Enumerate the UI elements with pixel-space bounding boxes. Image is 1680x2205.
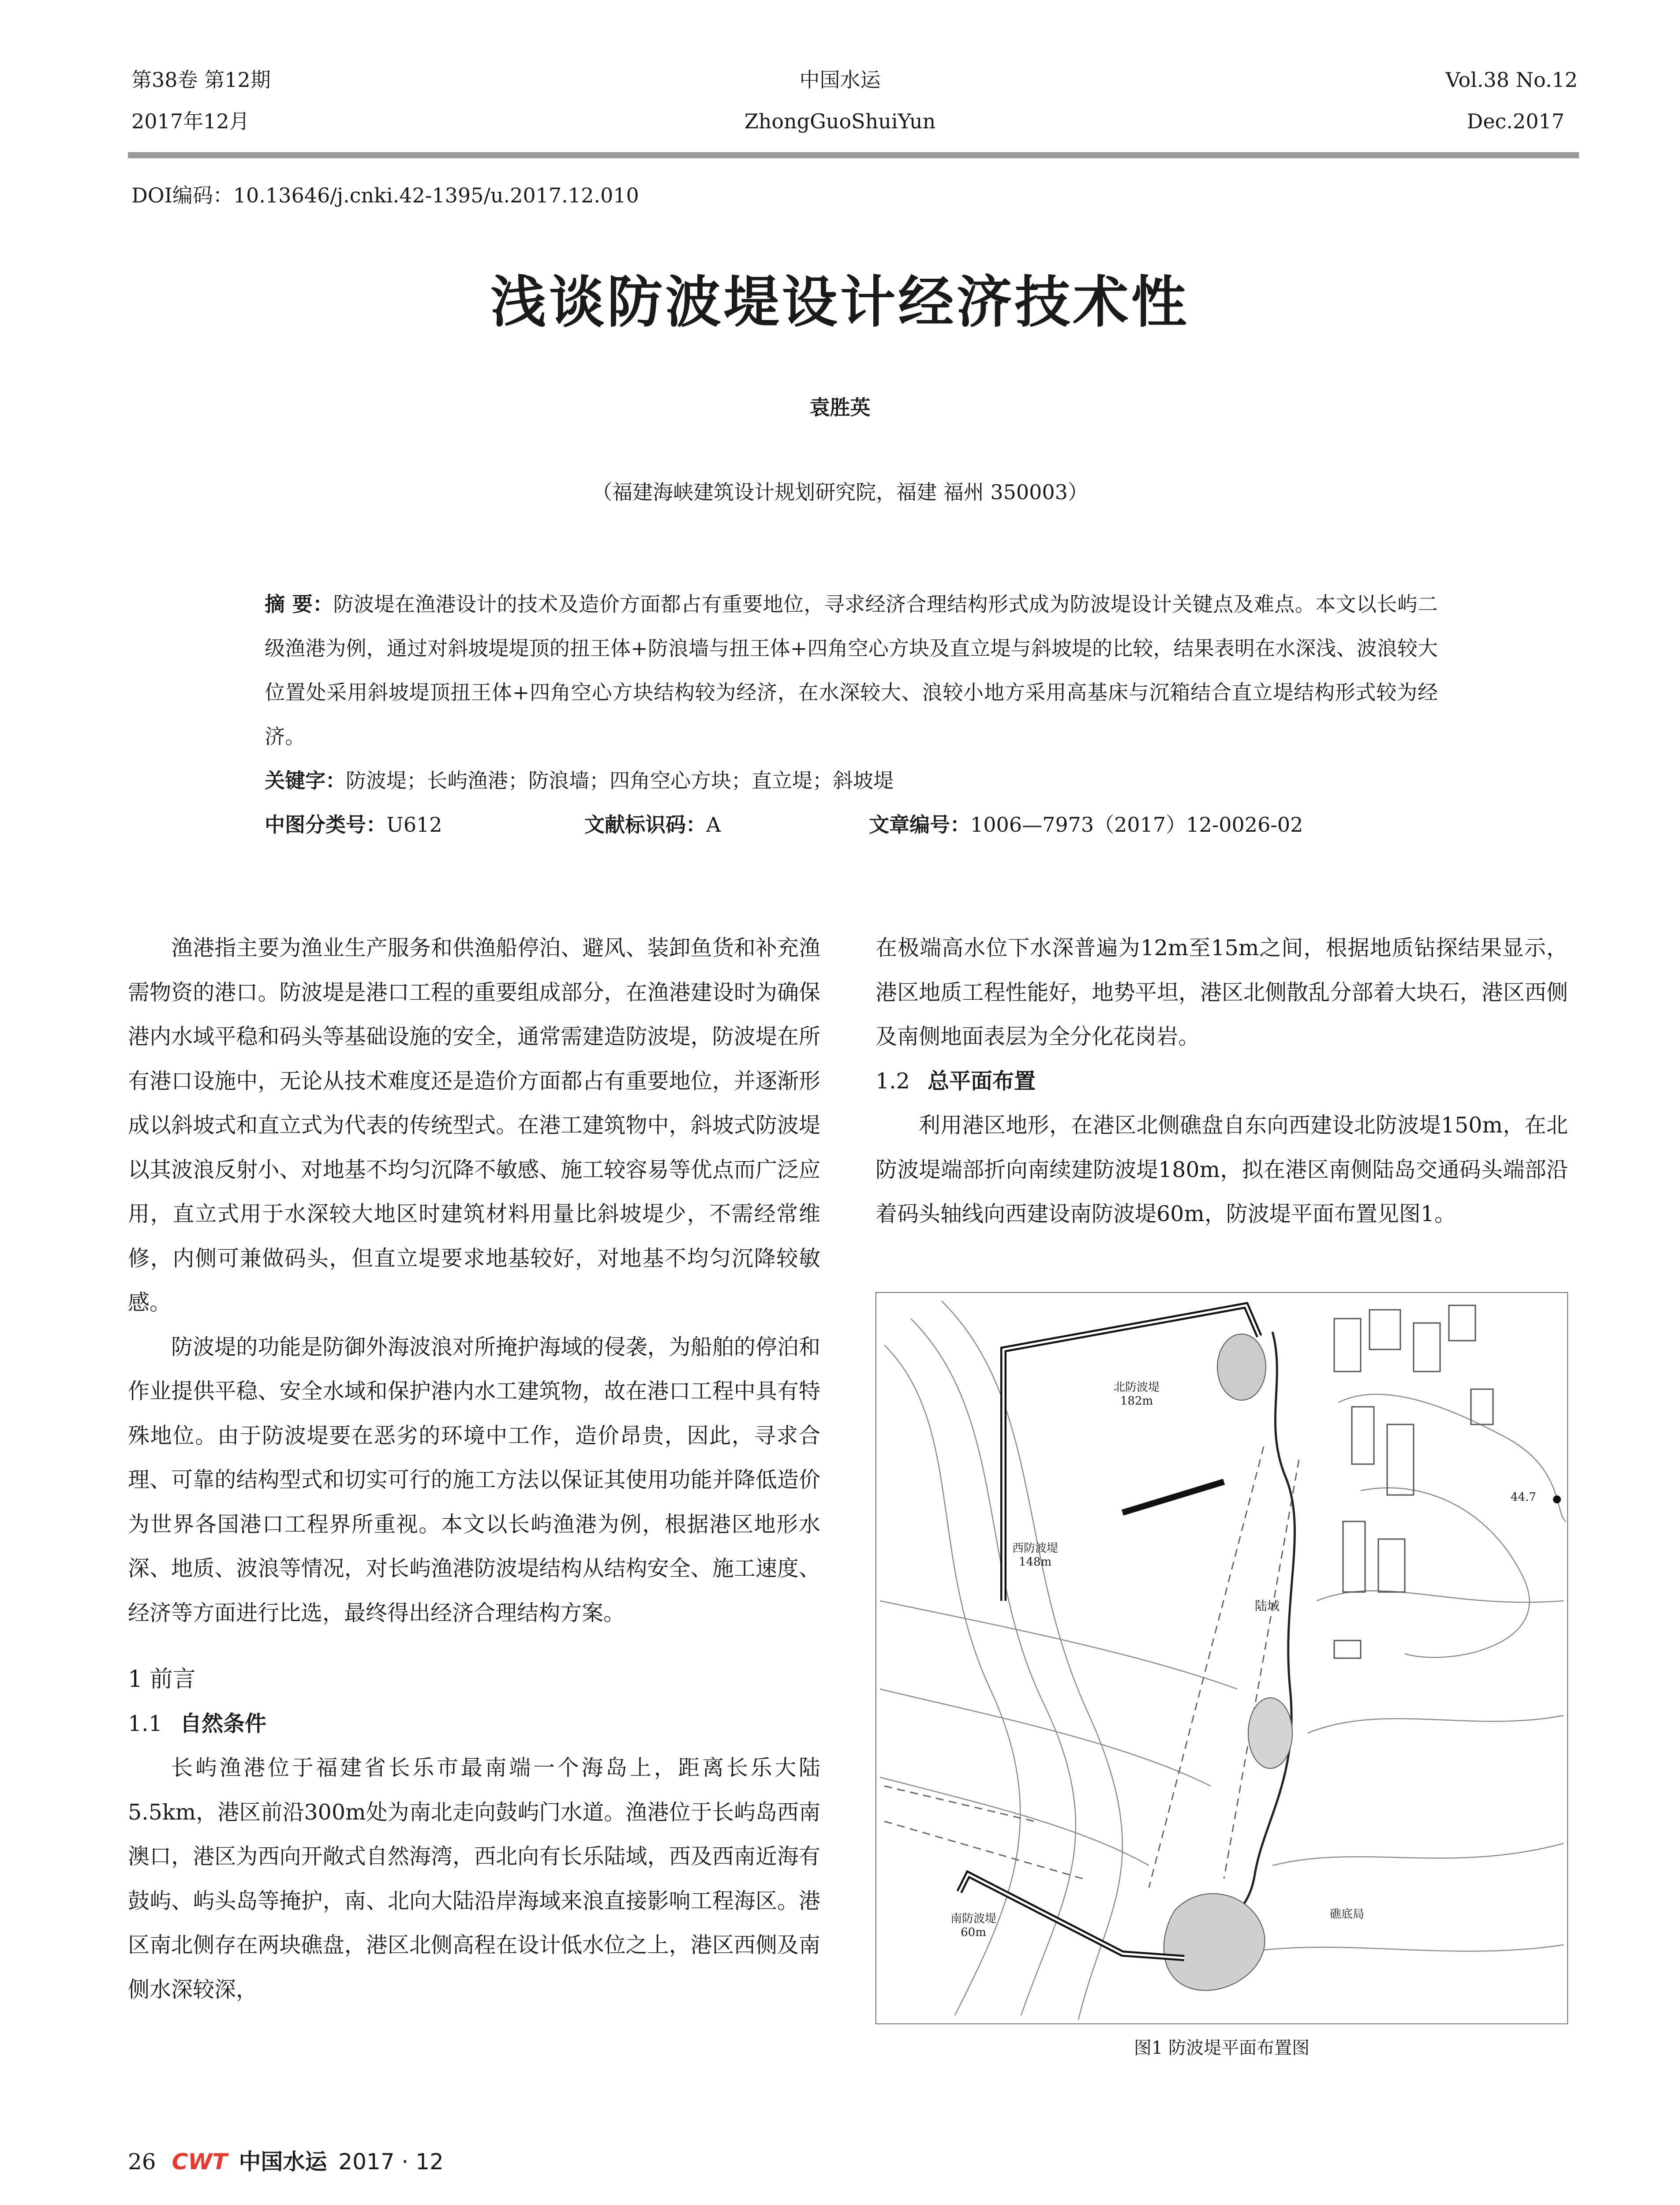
abstract-text: 防波堤在渔港设计的技术及造价方面都占有重要地位，寻求经济合理结构形式成为防波堤设计关键点及难点。本文以长屿二级渔港为例，通过对斜坡堤堤顶的扭王体+防浪墙与扭王体+四角空心方块及直立堤与斜坡堤的比较，结果表明在水深浅、波浪较大位置处采用斜坡堤顶扭王体+四角空心方块结构较为经济，在水深较大、浪较小地方采用高基床与沉箱结合直立堤结构形式较为经济。	[265, 592, 1438, 748]
left-paragraph-2: 防波堤的功能是防御外海波浪对所掩护海域的侵袭，为船舶的停泊和作业提供平稳、安全水域和保护港内水工建筑物，故在港口工程中具有特殊地位。由于防波堤要在恶劣的环境中工作，造价昂贵，因此，寻求合理、可靠的结构型式和切实可行的施工方法以保证其使用功能并降低造价为世界各国港口工程界所重视。本文以长屿渔港为例，根据港区地形水深、地质、波浪等情况，对长屿渔港防波堤结构从结构安全、施工速度、经济等方面进行比选，最终得出经济合理结构方案。	[128, 1334, 820, 1626]
elevation-point	[1553, 1495, 1561, 1503]
keywords-text: 防波堤；长屿渔港；防浪墙；四角空心方块；直立堤；斜坡堤	[346, 769, 894, 792]
doc-code	[584, 803, 721, 847]
left-column	[128, 926, 820, 2012]
header-date: 2017年12月	[131, 109, 250, 133]
author: 袁胜英	[809, 396, 871, 419]
footer-issue: 2017 · 12	[338, 2149, 444, 2175]
left-paragraph-3: 长屿渔港位于福建省长乐市最南端一个海岛上，距离长乐大陆5.5km，港区前沿300m处为南北走向鼓屿门水道。渔港位于长屿岛西南澳口，港区为西向开敞式自然海湾，西北向有长乐陆域，西及西南近海有鼓屿、屿头岛等掩护，南、北向大陆沿岸海域来浪直接影响工程海区。港区南北侧存在两块礁盘，港区北侧高程在设计低水位之上，港区西侧及南侧水深较深，	[128, 1755, 820, 2002]
page-number: 26	[128, 2149, 156, 2175]
header-rule	[128, 152, 1579, 158]
doi: DOI编码：10.13646/j.cnki.42-1395/u.2017.12.010	[131, 183, 639, 207]
subsection-1-2-number: 1.2	[876, 1068, 910, 1094]
header-journal: 中国水运	[799, 68, 881, 92]
map-label-land: 陆域	[1255, 1599, 1280, 1613]
subsection-1-2-heading	[876, 1059, 1568, 1104]
right-column	[876, 926, 1568, 1237]
meta-row	[265, 803, 1438, 847]
figure-1-caption: 图1 防波堤平面布置图	[1134, 2038, 1310, 2058]
map-label-west: 西防波堤 148m	[1012, 1542, 1059, 1569]
clc-label: 中图分类号：	[265, 813, 386, 837]
doc-code-value: A	[706, 813, 721, 837]
article-number	[869, 803, 1303, 847]
map-label-reef: 礁底局	[1330, 1908, 1365, 1921]
article-number-value: 1006—7973（2017）12-0026-02	[970, 813, 1303, 837]
figure-1	[876, 1292, 1568, 2024]
abstract-block	[265, 582, 1438, 847]
page-footer	[128, 2144, 444, 2176]
clc-value: U612	[386, 813, 442, 837]
north-reef	[1217, 1334, 1266, 1400]
abstract	[265, 582, 1438, 759]
page-title: 浅谈防波堤设计经济技术性	[490, 269, 1190, 335]
abstract-label: 摘 要：	[265, 592, 333, 616]
section-1-heading: 1 前言	[128, 1666, 196, 1693]
map-label-south: 南防波堤 60m	[950, 1912, 997, 1939]
map-label-elevation: 44.7	[1511, 1491, 1536, 1504]
subsection-1-2-title: 总平面布置	[927, 1068, 1036, 1094]
subsection-1-1-heading	[128, 1702, 820, 1746]
journal-logo: CWT	[172, 2149, 228, 2175]
subsection-1-1-number: 1.1	[128, 1711, 162, 1736]
header-volume: 第38卷 第12期	[131, 68, 271, 92]
affiliation: （福建海峡建筑设计规划研究院，福建 福州 350003）	[592, 480, 1088, 504]
subsection-1-1-title: 自然条件	[180, 1711, 266, 1736]
header-date-en: Dec.2017	[1467, 109, 1564, 133]
right-paragraph-2: 利用港区地形，在港区北侧礁盘自东向西建设北防波堤150m，在北防波堤端部折向南续建防波堤180m，拟在港区南侧陆岛交通码头端部沿着码头轴线向西建设南防波堤60m，防波堤平面布置见图1。	[876, 1113, 1568, 1226]
right-paragraph-1: 在极端高水位下水深普遍为12m至15m之间，根据地质钻探结果显示，港区地质工程性能好，地势平坦，港区北侧散乱分部着大块石，港区西侧及南侧地面表层为全分化花岗岩。	[876, 935, 1568, 1049]
footer-journal: 中国水运	[239, 2149, 327, 2175]
left-paragraph-1: 渔港指主要为渔业生产服务和供渔船停泊、避风、装卸鱼货和补充渔需物资的港口。防波堤是港口工程的重要组成部分，在渔港建设时为确保港内水域平稳和码头等基础设施的安全，通常需建造防波堤，防波堤在所有港口设施中，无论从技术难度还是造价方面都占有重要地位，并逐渐形成以斜坡式和直立式为代表的传统型式。在港工建筑物中，斜坡式防波堤以其波浪反射小、对地基不均匀沉降不敏感、施工较容易等优点而广泛应用，直立式用于水深较大地区时建筑材料用量比斜坡堤少，不需经常维修，内侧可兼做码头，但直立堤要求地基较好，对地基不均匀沉降较敏感。	[128, 935, 820, 1315]
keywords-label: 关键字：	[265, 769, 346, 792]
clc	[265, 803, 442, 847]
doc-code-label: 文献标识码：	[584, 813, 706, 837]
map-label-north: 北防波堤 182m	[1114, 1381, 1160, 1408]
keywords	[265, 759, 1438, 803]
land-reef	[1248, 1698, 1292, 1768]
header-volume-en: Vol.38 No.12	[1445, 68, 1578, 92]
article-number-label: 文章编号：	[869, 813, 970, 837]
header-journal-pinyin: ZhongGuoShuiYun	[744, 109, 936, 133]
